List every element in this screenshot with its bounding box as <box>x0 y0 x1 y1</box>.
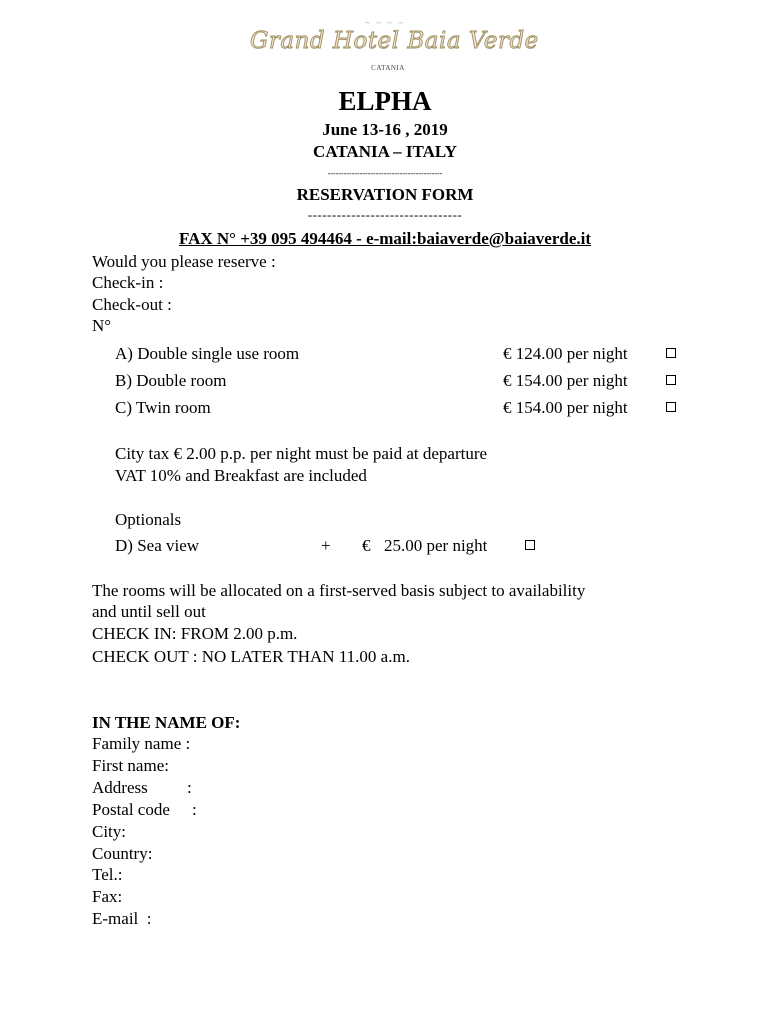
event-dates: June 13-16 , 2019 <box>322 120 448 139</box>
room-c-checkbox[interactable] <box>666 402 676 412</box>
room-a-checkbox[interactable] <box>666 348 676 358</box>
checkin-label: Check-in : <box>92 273 164 292</box>
logo-city: CATANIA <box>371 64 405 72</box>
room-c-price: € 154.00 per night <box>503 398 628 417</box>
separator-short: ------------------------------------------- <box>327 169 443 178</box>
number-label: N° <box>92 316 112 335</box>
sea-view-checkbox[interactable] <box>525 540 535 550</box>
vat-note: VAT 10% and Breakfast are included <box>115 466 367 485</box>
fax-email-line: FAX N° +39 095 494464 - e-mail:baiaverde@baiaverde.it <box>178 229 592 248</box>
email-field[interactable]: E-mail : <box>92 909 152 928</box>
sea-view-label: D) Sea view <box>115 536 200 555</box>
guest-heading: IN THE NAME OF: <box>92 713 241 732</box>
country-field[interactable]: Country: <box>92 844 153 863</box>
family-name-field[interactable]: Family name : <box>92 734 191 753</box>
room-b-checkbox[interactable] <box>666 375 676 385</box>
postal-code-field[interactable]: Postal code <box>92 800 170 819</box>
logo-ornament: ~ ~ ~ ~ <box>364 18 406 28</box>
check-in-time: CHECK IN: FROM 2.00 p.m. <box>92 624 298 643</box>
sea-view-price: 25.00 per night <box>384 536 488 555</box>
city-tax-note: City tax € 2.00 p.p. per night must be paid at departure <box>115 444 488 463</box>
sea-view-currency: € <box>362 536 371 555</box>
address-colon: : <box>187 778 192 797</box>
allocation-terms-line2: and until sell out <box>92 602 206 621</box>
separator-long: -------------------------------- <box>307 207 463 222</box>
room-a-label: A) Double single use room <box>115 344 300 363</box>
sea-view-plus: + <box>321 536 331 555</box>
checkout-label: Check-out : <box>92 295 172 314</box>
tel-field[interactable]: Tel.: <box>92 865 123 884</box>
event-place: CATANIA – ITALY <box>313 142 457 161</box>
fax-field[interactable]: Fax: <box>92 887 123 906</box>
allocation-terms-line1: The rooms will be allocated on a first-served basis subject to availability <box>92 581 586 600</box>
hotel-logo: Grand Hotel Baia Verde <box>250 28 539 54</box>
room-b-label: B) Double room <box>115 371 227 390</box>
room-b-price: € 154.00 per night <box>503 371 628 390</box>
event-title: ELPHA <box>338 86 432 116</box>
optionals-heading: Optionals <box>115 510 182 529</box>
reserve-request: Would you please reserve : <box>92 252 276 271</box>
address-field[interactable]: Address <box>92 778 148 797</box>
postal-code-colon: : <box>192 800 197 819</box>
room-a-price: € 124.00 per night <box>503 344 628 363</box>
form-title: RESERVATION FORM <box>296 185 474 204</box>
room-c-label: C) Twin room <box>115 398 211 417</box>
check-out-time: CHECK OUT : NO LATER THAN 11.00 a.m. <box>92 647 410 666</box>
first-name-field[interactable]: First name: <box>92 756 169 775</box>
city-field[interactable]: City: <box>92 822 127 841</box>
